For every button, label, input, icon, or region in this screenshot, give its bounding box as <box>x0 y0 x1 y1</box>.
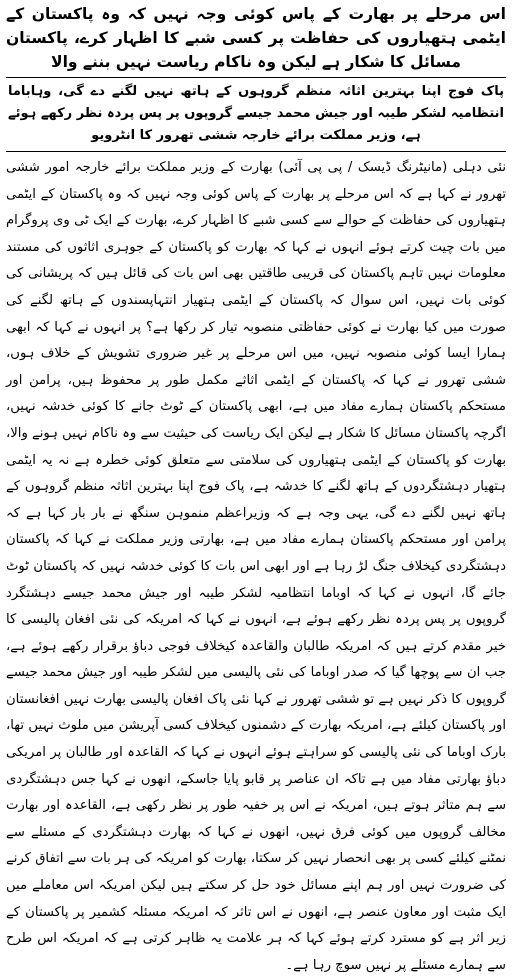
article-subheadline: پاک فوج اپنا بہترین اثاثہ منظم گروہوں کے ہاتھ نہیں لگنے دے گی، وہاباما انتظامیہ لشکر طیبہ اور جیش محمد جیسے گروپوں پر پس پردہ نظر رکھے ہوئے ہے، وزیر مملکت برائے خارجہ ششی تھرور کا انٹرویو <box>6 77 506 152</box>
article-headline: اس مرحلے پر بھارت کے پاس کوئی وجہ نہیں کہ وہ پاکستان کے ایٹمی ہتھیاروں کی حفاظت پر کسی شبے کا اظہار کرے، پاکستان مسائل کا شکار ہے لیکن وہ ناکام ریاست نہیں بننے والا <box>6 5 506 71</box>
article-body: نئی دہلی (مانیٹرنگ ڈیسک / پی پی آئی) بھارت کے وزیر مملکت برائے خارجہ امور ششی تھرور نے کہا ہے کہ اس مرحلے پر بھارت کے پاس کوئی وجہ نہیں کہ وہ پاکستان کے ایٹمی ہتھیاروں کی حفاظت کے حوالے سے کسی شبے کا اظہار کرے، بھارت کے ایک ٹی وی پروگرام میں بات چیت کرتے ہوئے انہوں نے کہا کہ بھارت کو پاکستان کے جوہری اثاثوں کی مستند معلومات نہیں تاہم پاکستان کی قریبی طاقتیں بھی اس بات کی قائل ہیں کہ پریشانی کی کوئی بات نہیں، اس سوال کہ پاکستان کے ایٹمی ہتھیار انتہاپسندوں کے ہاتھ لگنے کی صورت میں کیا بھارت نے کوئی حفاظتی منصوبہ تیار کر رکھا ہے؟ پر انہوں نے کہا کہ ابھی ہمارا ایسا کوئی منصوبہ نہیں، میں اس مرحلے پر غیر ضروری تشویش کے خلاف ہوں، ششی تھرور نے کہا کہ پاکستان کے ایٹمی اثاثے مکمل طور پر محفوظ ہیں، پرامن اور مستحکم پاکستان ہمارے مفاد میں ہے، ابھی پاکستان کے ٹوٹ جانے کا کوئی خدشہ نہیں، اگرچہ پاکستان مسائل کا شکار ہے لیکن ایک ریاست کی حیثیت سے وہ ناکام نہیں ہونے والا، بھارت کو پاکستان کے ایٹمی ہتھیاروں کی سلامتی سے متعلق کوئی خطرہ ہے نہ یہ ایٹمی ہتھیار دہشتگردوں کے ہاتھ لگنے کا خدشہ ہے، پاک فوج اپنا بہترین اثاثہ منظم گروہوں کے ہاتھ نہیں لگنے دے گی، یہی وجہ ہے کہ وزیراعظم منموہن سنگھ نے بار بار کہا ہے کہ پرامن اور مستحکم پاکستان ہمارے مفاد میں ہے، بھارتی وزیر مملکت نے کہا کہ پاکستان دہشتگردی کیخلاف جنگ لڑ رہا ہے اور ابھی اس بات کا کوئی خدشہ نہیں کہ پاکستان ٹوٹ جائے گا، انہوں نے کہا کہ اوباما انتظامیہ لشکر طیبہ اور جیش محمد جیسے دہشتگرد گروپوں پر پس پردہ نظر رکھے ہوئے ہے، انہوں نے کہا کہ امریکہ کی نئی افغان پالیسی کا خیر مقدم کرتے ہیں کہ امریکہ طالبان والقاعدہ کیخلاف فوجی دباؤ برقرار رکھے ہوئے ہے، جب ان سے پوچھا گیا کہ صدر اوباما کی نئی پالیسی میں لشکر طیبہ اور جیش محمد جیسے گروپوں کا ذکر نہیں ہے تو ششی تھرور نے کہا نئی پاک افغان پالیسی بھارت نہیں افغانستان اور پاکستان کیلئے ہے، امریکہ بھارت کے دشمنوں کیخلاف کسی آپریشن میں ملوث نہیں تھا، بارک اوباما کی نئی پالیسی کو سراہتے ہوئے انہوں نے کہا کہ القاعدہ اور طالبان پر امریکی دباؤ بھارتی مفاد میں ہے تاکہ ان عناصر پر قابو پایا جاسکے، انھوں نے کہا جس دہشتگردی سے ہم متاثر ہوتے ہیں، امریکہ نے اس پر خفیہ طور پر نظر رکھی ہے، القاعدہ اور بھارت مخالف گروپوں میں کوئی فرق نہیں، انھوں نے کہا کہ بھارت دہشتگردی کے مسئلے سے نمٹنے کیلئے کسی پر بھی انحصار نہیں کر سکتا، بھارت کو امریکہ کی ہر بات سے اتفاق کرنے کی ضرورت نہیں اور ہم اپنے مسائل خود حل کر سکتے ہیں لیکن امریکہ اس معاملے میں ایک مثبت اور معاون عنصر ہے، انھوں نے اس تاثر کہ امریکہ مسئلہ کشمیر پر پاکستان کے زیر اثر ہے کو مسترد کرتے ہوئے کہا کہ ہر علامت یہ ظاہر کرتی ہے کہ امریکہ اس طرح سے ہمارے مسئلے پر نہیں سوچ رہا ہے۔ <box>6 160 506 973</box>
